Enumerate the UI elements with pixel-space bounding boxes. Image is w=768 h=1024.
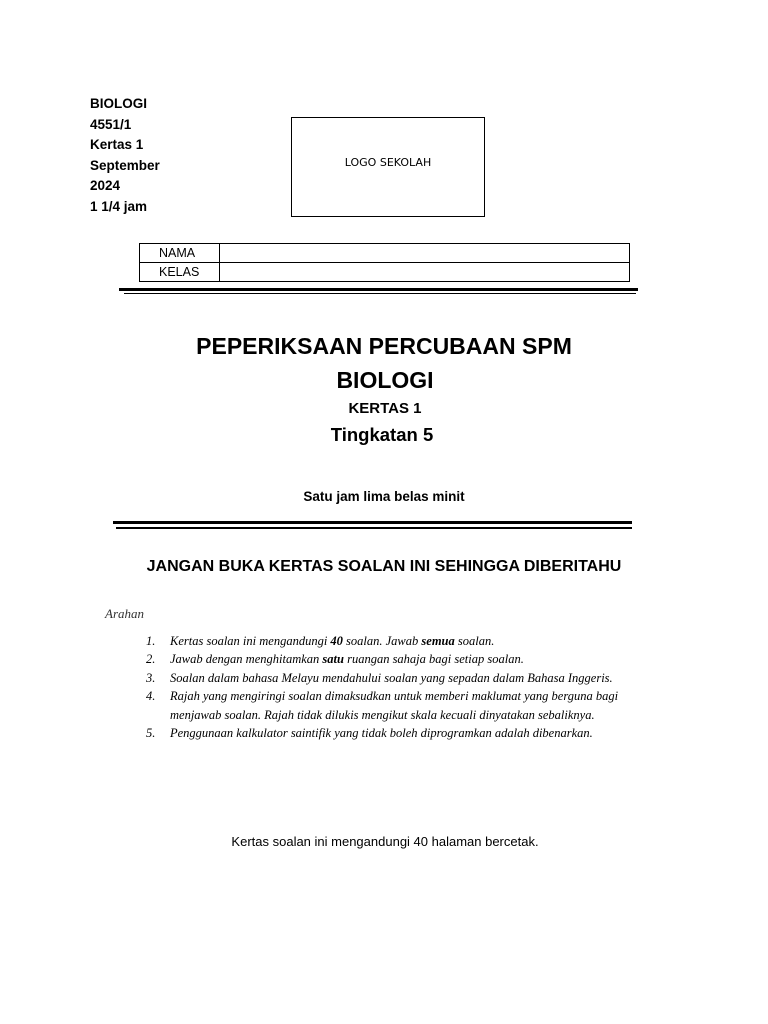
instruction-text: Rajah yang mengiringi soalan dimaksudkan untuk memberi maklumat yang berguna bagi menjawab soalan. Rajah tidak dilukis mengikut skala kecuali dinyatakan sebaliknya. — [170, 689, 619, 722]
paper-meta — [90, 94, 160, 217]
list-item — [146, 650, 666, 668]
item-number: 4. — [146, 689, 156, 704]
list-item — [146, 724, 666, 742]
name-label: NAMA — [140, 244, 220, 263]
instructions-list — [146, 632, 666, 742]
item-number: 5. — [146, 726, 156, 741]
exam-title: PEPERIKSAAN PERCUBAAN SPM — [196, 333, 572, 359]
class-label: KELAS — [140, 263, 220, 282]
exam-paper: KERTAS 1 — [348, 400, 422, 417]
paper-number: Kertas 1 — [90, 137, 144, 152]
instruction-text: Kertas soalan ini mengandungi — [170, 634, 331, 648]
exam-form: Tingkatan 5 — [330, 424, 434, 445]
divider-thin — [116, 527, 632, 529]
subject-label: BIOLOGI — [90, 96, 147, 111]
school-logo-placeholder — [291, 117, 485, 217]
instruction-emphasis: 40 — [330, 634, 343, 648]
instruction-emphasis: satu — [322, 652, 344, 667]
name-field[interactable] — [220, 244, 630, 263]
divider-thin — [124, 293, 636, 294]
page-count-note: Kertas soalan ini mengandungi 40 halaman bercetak. — [231, 834, 539, 849]
warning-text: JANGAN BUKA KERTAS SOALAN INI SEHINGGA DIBERITAHU — [146, 558, 622, 575]
instruction-text: soalan. — [454, 634, 495, 648]
exam-month: September — [90, 157, 160, 173]
item-number: 1. — [146, 634, 156, 648]
duration-text: Satu jam lima belas minit — [303, 489, 465, 504]
instruction-text: Soalan dalam bahasa Melayu mendahului soalan yang sepadan dalam Bahasa Inggeris. — [170, 670, 613, 685]
divider-thick — [113, 521, 632, 524]
item-number: 2. — [146, 652, 156, 667]
instruction-emphasis: semua — [421, 634, 455, 648]
list-item — [146, 669, 666, 687]
exam-duration: 1 1/4 jam — [90, 198, 148, 214]
divider-thick — [119, 288, 638, 291]
table-row — [140, 263, 630, 282]
instruction-text: ruangan sahaja bagi setiap soalan. — [343, 652, 524, 667]
exam-subject: BIOLOGI — [336, 367, 434, 393]
paper-code: 4551/1 — [90, 116, 132, 132]
class-field[interactable] — [220, 263, 630, 282]
list-item — [146, 687, 666, 724]
student-id-table — [139, 243, 630, 282]
list-item — [146, 632, 666, 650]
instruction-text: Penggunaan kalkulator saintifik yang tidak boleh diprogramkan adalah dibenarkan. — [170, 726, 593, 741]
instruction-text: soalan. Jawab — [342, 634, 422, 648]
instructions-heading: Arahan — [105, 606, 144, 621]
instruction-text: Jawab dengan menghitamkan — [170, 652, 323, 667]
exam-year: 2024 — [90, 178, 121, 193]
item-number: 3. — [146, 670, 156, 685]
table-row — [140, 244, 630, 263]
logo-placeholder-text: LOGO SEKOLAH — [344, 156, 432, 169]
